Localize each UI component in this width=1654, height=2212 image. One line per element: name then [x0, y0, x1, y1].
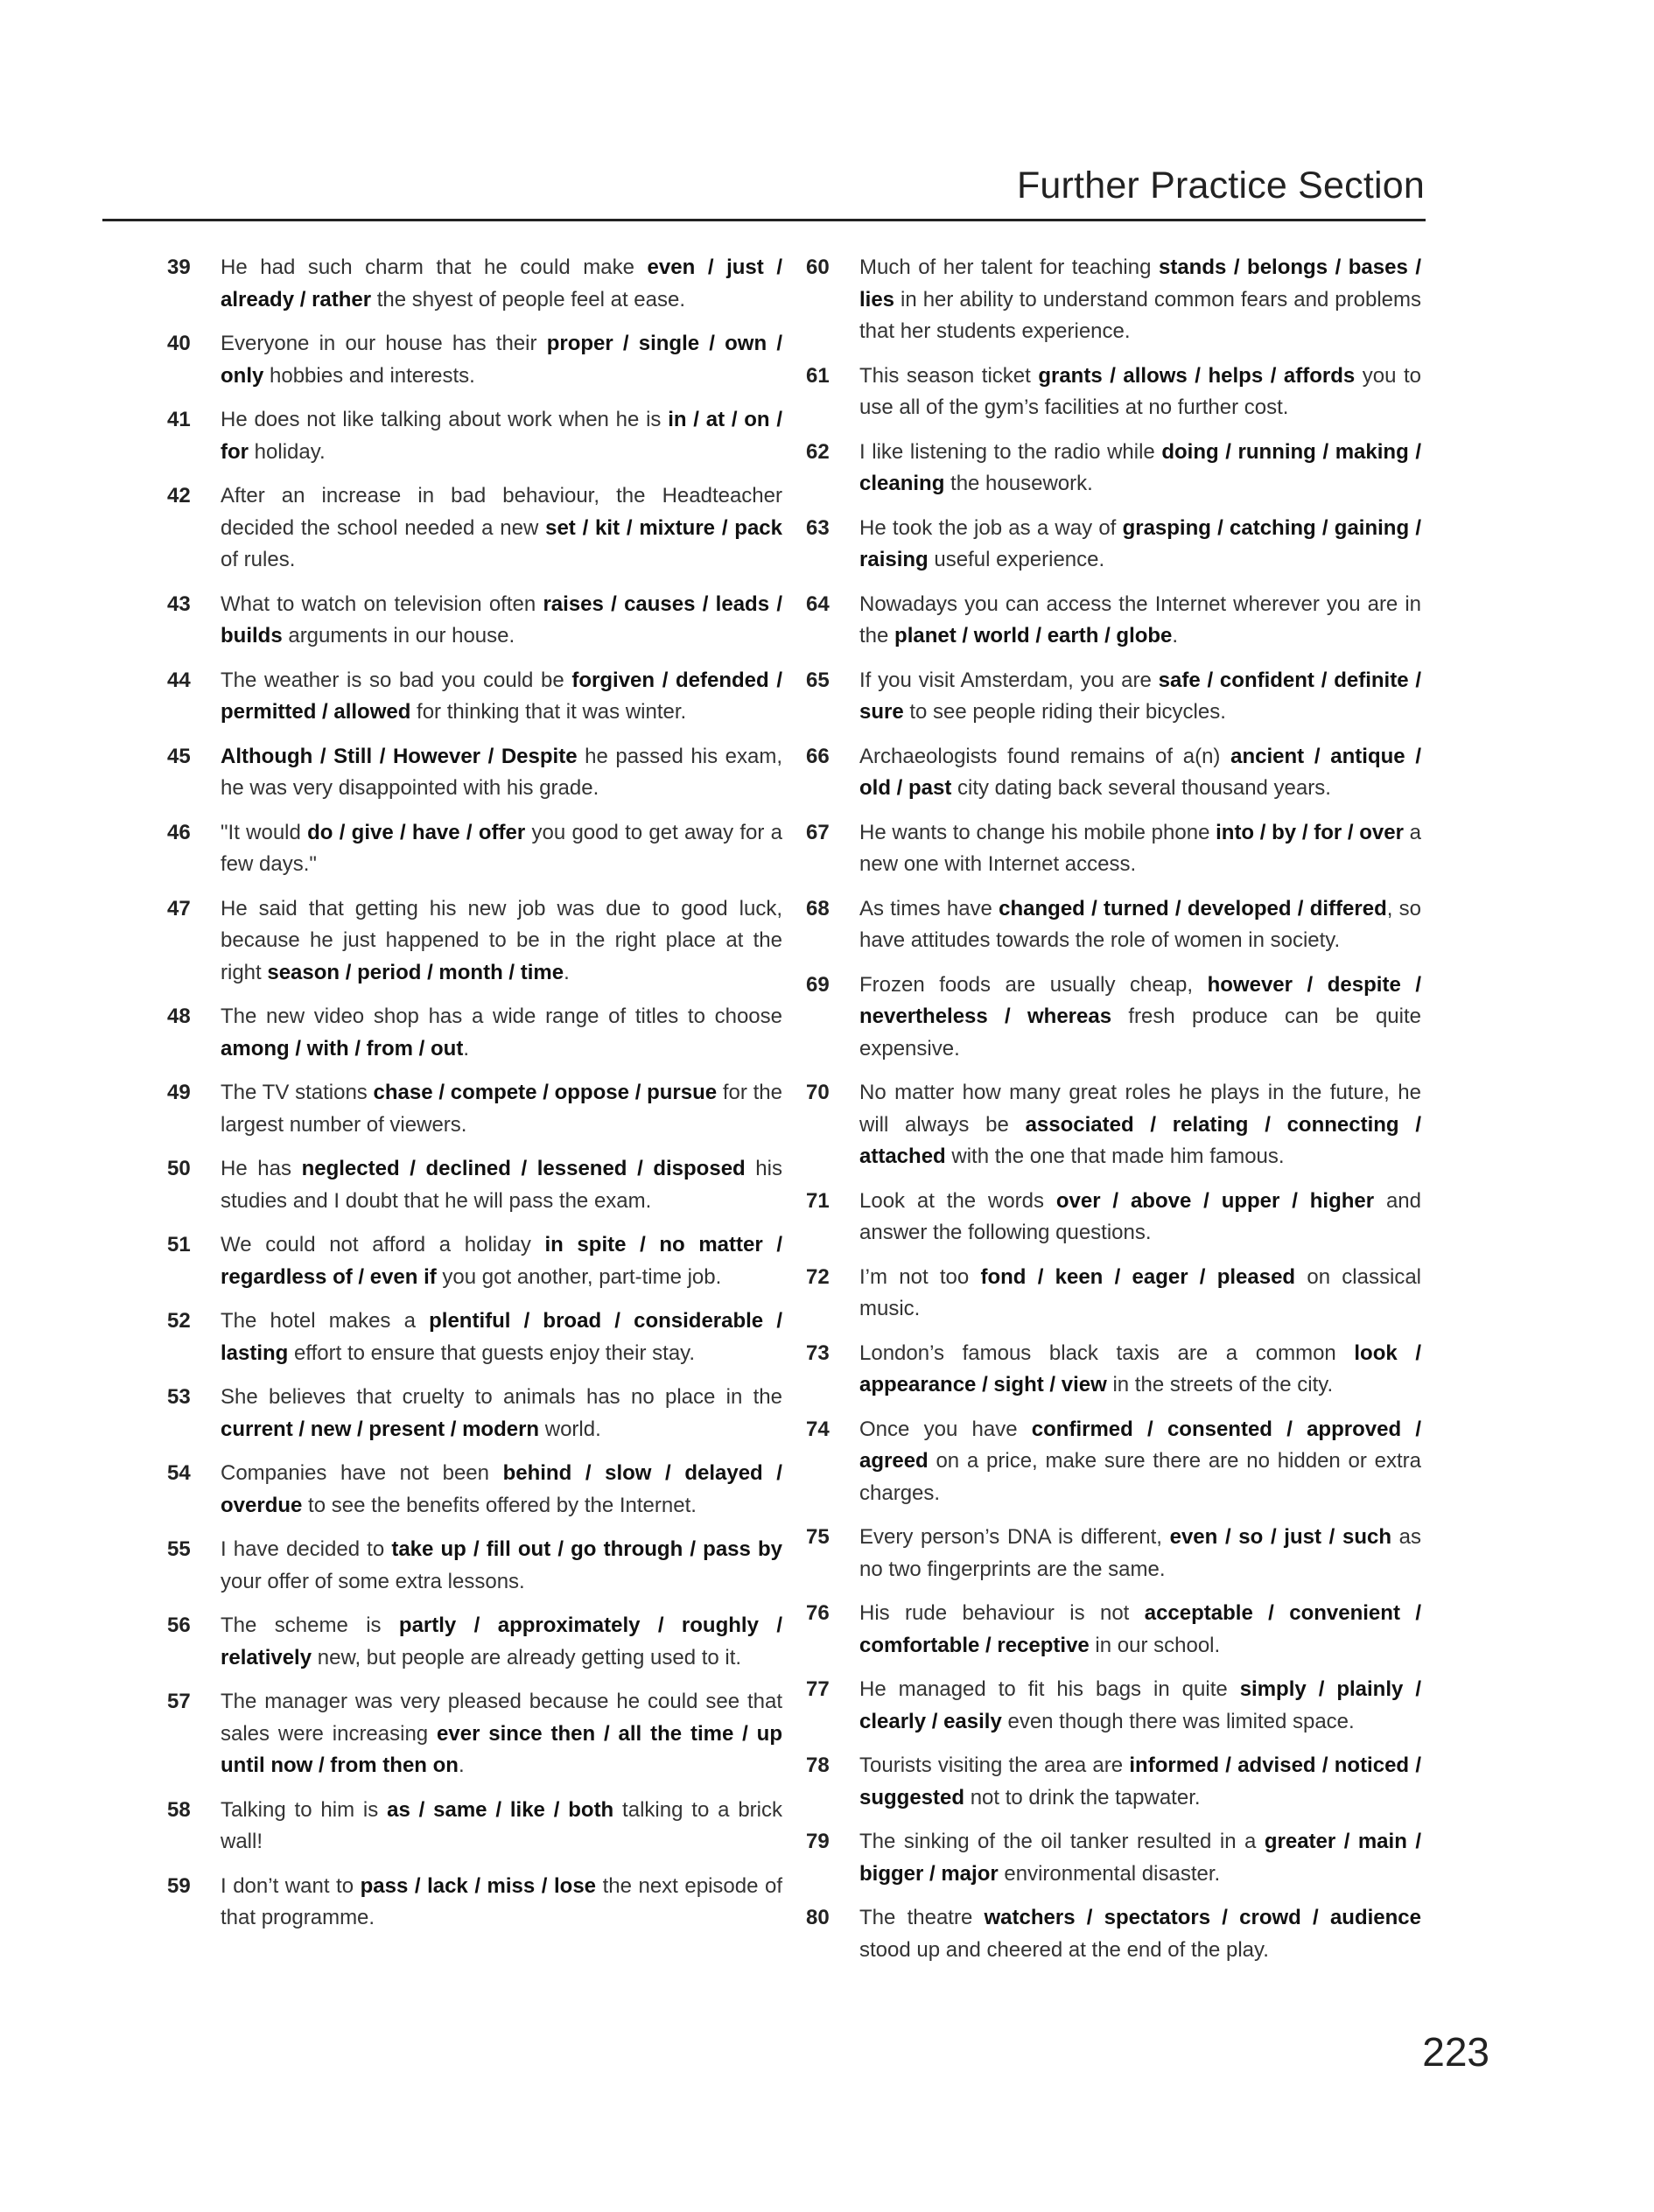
answer-options: ever since then / all the time / up until now / from then on: [221, 1721, 782, 1777]
answer-options: season / period / month / time: [267, 960, 564, 984]
item-number: 57: [167, 1690, 191, 1713]
answer-options: grants / allows / helps / affords: [1038, 363, 1356, 388]
item-sentence: [851, 1262, 1421, 1326]
exercise-item: [806, 437, 1421, 500]
exercise-item: [167, 1229, 783, 1293]
sentence-text: Tourists visiting the area are: [859, 1754, 1130, 1777]
sentence-text: he passed his exam, he was very disappointed with his grade.: [221, 744, 783, 800]
exercise-item: [167, 1077, 782, 1141]
answer-options: changed / turned / developed / differed: [999, 896, 1387, 920]
item-number: 77: [806, 1677, 830, 1701]
item-sentence: [851, 513, 1421, 577]
item-sentence: [212, 1458, 782, 1522]
item-sentence: [851, 1522, 1421, 1586]
sentence-text: As times have: [859, 896, 999, 920]
sentence-text: .: [564, 960, 570, 984]
item-number: 73: [806, 1340, 830, 1365]
item-sentence: [851, 360, 1421, 424]
sentence-text: for the largest number of viewers.: [221, 1081, 782, 1137]
sentence-text: The weather is so bad you could be: [221, 668, 572, 692]
exercise-item: [167, 741, 783, 805]
answer-options: in spite / no matter / regardless of / even if: [221, 1233, 783, 1289]
item-sentence: [851, 1077, 1421, 1173]
answer-options: behind / slow / delayed / overdue: [221, 1461, 782, 1517]
exercise-item: [167, 404, 782, 468]
answer-options: informed / advised / noticed / suggested: [859, 1754, 1421, 1810]
item-sentence: [851, 1338, 1421, 1402]
sentence-text: in her ability to understand common fears and problems that her students experience.: [859, 287, 1421, 343]
sentence-text: .: [458, 1754, 465, 1777]
sentence-text: .: [1172, 624, 1179, 648]
item-sentence: [851, 665, 1421, 729]
answer-options: among / with / from / out: [221, 1036, 464, 1060]
exercise-item: [806, 1674, 1421, 1738]
answer-options: look / appearance / sight / view: [859, 1340, 1422, 1396]
answer-options: in / at / on / for: [221, 408, 782, 464]
item-sentence: [212, 1534, 782, 1598]
item-sentence: [212, 665, 782, 729]
item-number: 44: [167, 668, 191, 692]
sentence-text: city dating back several thousand years.: [951, 776, 1331, 800]
answer-options: however / despite / nevertheless / whereas: [859, 972, 1422, 1028]
sentence-text: Look at the words: [859, 1188, 1056, 1213]
sentence-text: you got another, part-time job.: [436, 1264, 722, 1289]
answer-options: confirmed / consented / approved / agreed: [859, 1417, 1422, 1473]
exercise-item: [167, 1153, 782, 1217]
item-sentence: [212, 1077, 782, 1141]
item-sentence: [851, 1674, 1421, 1738]
sentence-text: stood up and cheered at the end of the play.: [859, 1937, 1269, 1962]
item-sentence: [212, 893, 782, 990]
item-sentence: [212, 328, 782, 392]
item-number: 51: [167, 1233, 191, 1256]
sentence-text: the shyest of people feel at ease.: [371, 287, 686, 312]
sentence-text: "It would: [221, 820, 308, 844]
answer-options: simply / plainly / clearly / easily: [859, 1677, 1421, 1733]
sentence-text: The theatre: [859, 1906, 985, 1929]
sentence-text: not to drink the tapwater.: [964, 1785, 1201, 1810]
exercise-item: [167, 480, 783, 577]
sentence-text: The sinking of the oil tanker resulted in a: [859, 1830, 1265, 1853]
sentence-text: to see people riding their bicycles.: [903, 700, 1226, 724]
sentence-text: The scheme is: [221, 1614, 399, 1637]
answer-options: ancient / antique / old / past: [859, 744, 1421, 800]
answer-options: fond / keen / eager / pleased: [980, 1264, 1296, 1289]
sentence-text: Everyone in our house has their: [221, 332, 547, 355]
exercise-item: [167, 1795, 782, 1858]
exercise-item: [806, 1186, 1421, 1250]
exercise-item: [806, 1522, 1421, 1586]
item-sentence: [212, 1871, 782, 1935]
sentence-text: Once you have: [859, 1417, 1032, 1441]
item-sentence: [212, 1001, 782, 1065]
item-number: 63: [806, 515, 830, 540]
answer-options: watchers / spectators / crowd / audience: [984, 1906, 1421, 1929]
item-sentence: [851, 589, 1421, 653]
sentence-text: I have decided to: [221, 1537, 392, 1561]
answer-options: plentiful / broad / considerable / lasting: [221, 1309, 782, 1365]
answer-options: partly / approximately / roughly / relatively: [221, 1614, 782, 1670]
exercise-item: [806, 817, 1422, 881]
item-sentence: [212, 1229, 782, 1293]
item-number: 78: [806, 1754, 830, 1777]
sentence-text: on classical music.: [859, 1264, 1421, 1320]
exercise-item: [167, 1871, 783, 1935]
answer-options: into / by / for / over: [1216, 820, 1404, 844]
sentence-text: to see the benefits offered by the Internet.: [302, 1493, 697, 1517]
item-number: 62: [806, 439, 830, 464]
answer-options: pass / lack / miss / lose: [360, 1873, 597, 1898]
page-number: 223: [1422, 2029, 1489, 2075]
sentence-text: your offer of some extra lessons.: [221, 1569, 525, 1593]
sentence-text: After an increase in bad behaviour, the Headteacher decided the school needed a new: [221, 484, 782, 540]
answer-options: neglected / declined / lessened / disposed: [301, 1157, 746, 1180]
exercise-item: [167, 589, 782, 653]
item-number: 48: [167, 1004, 191, 1028]
sentence-text: fresh produce can be quite expensive.: [859, 1004, 1422, 1060]
exercise-item: [806, 1262, 1421, 1326]
sentence-text: He wants to change his mobile phone: [859, 820, 1216, 844]
item-number: 43: [167, 592, 191, 616]
exercise-item: [806, 513, 1421, 577]
sentence-text: a new one with Internet access.: [859, 820, 1422, 876]
sentence-text: The manager was very pleased because he could see that sales were increasing: [221, 1690, 782, 1746]
exercise-item: [806, 1598, 1421, 1662]
sentence-text: in our school.: [1089, 1633, 1221, 1657]
sentence-text: for thinking that it was winter.: [410, 700, 687, 724]
answer-options: Although / Still / However / Despite: [221, 744, 578, 768]
sentence-text: effort to ensure that guests enjoy their stay.: [288, 1340, 696, 1365]
item-number: 72: [806, 1264, 830, 1289]
item-sentence: [212, 741, 782, 805]
item-sentence: [212, 1153, 782, 1217]
item-number: 40: [167, 332, 191, 355]
sentence-text: He had such charm that he could make: [221, 256, 648, 279]
answer-options: even / so / just / such: [1169, 1525, 1391, 1549]
item-sentence: [851, 741, 1421, 805]
item-number: 71: [806, 1188, 830, 1213]
item-number: 67: [806, 820, 830, 844]
exercise-item: [167, 1458, 782, 1522]
exercise-item: [806, 252, 1421, 348]
sentence-text: We could not afford a holiday: [221, 1233, 545, 1256]
answer-options: planet / world / earth / globe: [894, 624, 1173, 648]
sentence-text: talking to a brick wall!: [221, 1797, 782, 1853]
answer-options: proper / single / own / only: [221, 332, 782, 388]
right-column: [806, 252, 1422, 1978]
item-number: 58: [167, 1797, 191, 1822]
exercise-item: [806, 360, 1421, 424]
exercise-item: [806, 665, 1422, 729]
sentence-text: Companies have not been: [221, 1461, 503, 1485]
sentence-text: This season ticket: [859, 363, 1039, 388]
exercise-item: [806, 589, 1421, 653]
answer-options: even / just / already / rather: [221, 256, 782, 312]
exercise-item: [167, 1306, 782, 1369]
exercise-item: [806, 1826, 1421, 1890]
item-number: 56: [167, 1614, 191, 1637]
sentence-text: She believes that cruelty to animals has no place in the: [221, 1385, 782, 1409]
exercise-item: [167, 1382, 782, 1446]
answer-options: acceptable / convenient / comfortable / receptive: [859, 1601, 1421, 1657]
sentence-text: and answer the following questions.: [859, 1188, 1421, 1244]
sentence-text: He managed to fit his bags in quite: [859, 1677, 1240, 1701]
item-number: 60: [806, 256, 830, 279]
left-column: [167, 252, 783, 1947]
exercise-item: [167, 893, 782, 990]
item-sentence: [212, 1382, 782, 1446]
item-number: 47: [167, 896, 191, 920]
sentence-text: What to watch on television often: [221, 592, 543, 616]
sentence-text: The TV stations: [221, 1081, 374, 1104]
answer-options: stands / belongs / bases / lies: [859, 256, 1421, 312]
exercise-item: [806, 1077, 1421, 1173]
sentence-text: He has: [221, 1157, 302, 1180]
sentence-text: He does not like talking about work when he is: [221, 408, 669, 431]
answer-options: over / above / upper / higher: [1055, 1188, 1375, 1213]
sentence-text: , so have attitudes towards the role of women in society.: [859, 896, 1422, 952]
item-sentence: [212, 480, 782, 577]
exercise-item: [167, 817, 782, 881]
exercise-item: [806, 893, 1422, 957]
item-sentence: [212, 589, 782, 653]
sentence-text: with the one that made him famous.: [945, 1144, 1285, 1168]
answer-options: grasping / catching / gaining / raising: [859, 515, 1421, 571]
exercise-item: [806, 970, 1422, 1066]
item-number: 68: [806, 896, 830, 920]
sentence-text: If you visit Amsterdam, you are: [859, 668, 1159, 692]
exercise-item: [806, 1414, 1422, 1510]
sentence-text: Talking to him is: [221, 1797, 388, 1822]
item-number: 69: [806, 972, 830, 997]
exercise-item: [167, 252, 782, 316]
exercise-item: [167, 1610, 782, 1674]
answer-options: take up / fill out / go through / pass by: [391, 1537, 783, 1561]
sentence-text: The hotel makes a: [221, 1309, 430, 1333]
item-sentence: [212, 1306, 782, 1369]
item-number: 70: [806, 1081, 830, 1104]
sentence-text: The new video shop has a wide range of titles to choose: [221, 1004, 782, 1028]
item-number: 41: [167, 408, 191, 431]
item-sentence: [851, 893, 1421, 957]
sentence-text: even though there was limited space.: [1001, 1709, 1355, 1733]
item-number: 55: [167, 1537, 191, 1561]
item-sentence: [212, 1686, 782, 1782]
sentence-text: useful experience.: [928, 548, 1105, 571]
item-sentence: [851, 1902, 1421, 1966]
item-sentence: [851, 1186, 1421, 1250]
item-sentence: [851, 817, 1421, 881]
answer-options: as / same / like / both: [387, 1797, 614, 1822]
item-sentence: [212, 1610, 782, 1674]
item-number: 49: [167, 1081, 191, 1104]
sentence-text: the housework.: [944, 472, 1093, 495]
sentence-text: He took the job as a way of: [859, 515, 1123, 540]
sentence-text: world.: [539, 1417, 601, 1441]
exercise-item: [806, 1338, 1422, 1402]
item-number: 65: [806, 668, 830, 692]
answer-options: associated / relating / connecting / attached: [859, 1112, 1421, 1168]
exercise-item: [167, 1686, 782, 1782]
sentence-text: I like listening to the radio while: [859, 439, 1162, 464]
item-sentence: [212, 252, 782, 316]
sentence-text: .: [463, 1036, 469, 1060]
sentence-text: the next episode of that programme.: [221, 1873, 783, 1929]
item-number: 45: [167, 744, 191, 768]
answer-options: current / new / present / modern: [221, 1417, 540, 1441]
item-number: 46: [167, 820, 191, 844]
exercise-item: [167, 1001, 782, 1065]
item-number: 64: [806, 592, 830, 616]
sentence-text: Nowadays you can access the Internet wherever you are in the: [859, 592, 1421, 648]
item-sentence: [212, 404, 782, 468]
sentence-text: No matter how many great roles he plays in the future, he will always be: [859, 1081, 1421, 1137]
item-number: 39: [167, 256, 191, 279]
item-number: 76: [806, 1601, 830, 1625]
sentence-text: I don’t want to: [221, 1873, 361, 1898]
sentence-text: of rules.: [221, 548, 296, 571]
item-sentence: [212, 817, 782, 881]
item-number: 50: [167, 1157, 191, 1180]
sentence-text: in the streets of the city.: [1106, 1373, 1334, 1396]
exercise-item: [167, 1534, 783, 1598]
sentence-text: London’s famous black taxis are a common: [859, 1340, 1355, 1365]
item-sentence: [851, 1414, 1421, 1510]
sentence-text: Frozen foods are usually cheap,: [859, 972, 1208, 997]
answer-options: safe / confident / definite / sure: [859, 668, 1422, 724]
header-rule: [102, 219, 1426, 221]
item-sentence: [212, 1795, 782, 1858]
item-number: 52: [167, 1309, 191, 1333]
item-number: 74: [806, 1417, 830, 1441]
answer-options: raises / causes / leads / builds: [221, 592, 782, 648]
sentence-text: His rude behaviour is not: [859, 1601, 1145, 1625]
sentence-text: I’m not too: [859, 1264, 981, 1289]
item-sentence: [851, 970, 1421, 1066]
exercise-item: [167, 665, 782, 729]
answer-options: set / kit / mixture / pack: [545, 515, 783, 540]
sentence-text: arguments in our house.: [282, 624, 515, 648]
sentence-text: you good to get away for a few days.": [221, 820, 782, 876]
item-sentence: [851, 252, 1421, 348]
sentence-text: new, but people are already getting used to it.: [312, 1645, 742, 1670]
item-number: 61: [806, 363, 830, 388]
exercise-item: [806, 741, 1421, 805]
item-number: 54: [167, 1461, 191, 1485]
answer-options: doing / running / making / cleaning: [859, 439, 1421, 495]
sentence-text: Every person’s DNA is different,: [859, 1525, 1170, 1549]
sentence-text: on a price, make sure there are no hidden or extra charges.: [859, 1449, 1421, 1505]
item-number: 75: [806, 1525, 830, 1549]
sentence-text: He said that getting his new job was due to good luck, because he just happened to be in the right place at the right: [221, 896, 782, 984]
sentence-text: Much of her talent for teaching: [859, 256, 1159, 279]
item-number: 59: [167, 1873, 191, 1898]
exercise-item: [806, 1750, 1421, 1814]
sentence-text: Archaeologists found remains of a(n): [859, 744, 1231, 768]
sentence-text: you to use all of the gym’s facilities at no further cost.: [859, 363, 1421, 419]
answer-options: do / give / have / offer: [307, 820, 526, 844]
item-number: 42: [167, 484, 191, 508]
item-sentence: [851, 1598, 1421, 1662]
answer-options: chase / compete / oppose / pursue: [373, 1081, 718, 1104]
item-sentence: [851, 1750, 1421, 1814]
item-number: 79: [806, 1830, 830, 1853]
item-number: 66: [806, 744, 830, 768]
item-number: 53: [167, 1385, 191, 1409]
item-sentence: [851, 1826, 1421, 1890]
sentence-text: environmental disaster.: [998, 1861, 1221, 1886]
answer-options: forgiven / defended / permitted / allowed: [221, 668, 782, 724]
item-sentence: [851, 437, 1421, 500]
item-number: 80: [806, 1906, 830, 1929]
exercise-item: [806, 1902, 1421, 1966]
sentence-text: holiday.: [249, 439, 326, 464]
sentence-text: hobbies and interests.: [263, 363, 475, 388]
sentence-text: as no two fingerprints are the same.: [859, 1525, 1421, 1581]
answer-options: greater / main / bigger / major: [859, 1830, 1421, 1886]
sentence-text: his studies and I doubt that he will pass the exam.: [221, 1157, 782, 1213]
exercise-item: [167, 328, 782, 392]
section-title: Further Practice Section: [1016, 164, 1425, 206]
